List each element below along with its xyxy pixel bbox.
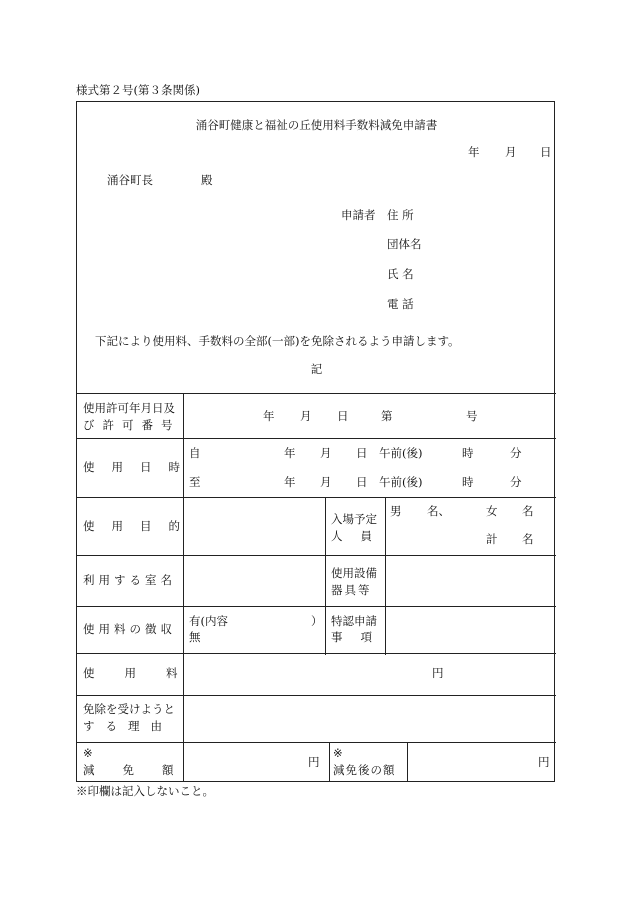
dates-label: 使用日時 xyxy=(83,460,197,474)
after-reduction-label: 減免後の額 xyxy=(333,763,396,777)
dates-from-year: 年 xyxy=(284,446,296,460)
attendance-total: 計 xyxy=(486,532,498,546)
purpose-label: 使用目的 xyxy=(83,519,197,533)
date-year: 年 xyxy=(468,145,480,159)
reason-label-line2: する理由 xyxy=(83,719,173,733)
fee-collection-no: 無 xyxy=(189,630,201,644)
permit-day: 日 xyxy=(337,409,349,423)
after-reduction-yen: 円 xyxy=(538,755,550,769)
dates-from-hour: 時 xyxy=(462,446,474,460)
attendance-male-unit: 名、 xyxy=(427,504,450,518)
applicant-organization-label: 団体名 xyxy=(387,237,422,251)
date-day: 日 xyxy=(540,145,552,159)
permit-year: 年 xyxy=(263,409,275,423)
fee-collection-yes: 有(内容 xyxy=(189,614,228,628)
reduction-mark: ※ xyxy=(83,746,93,760)
form-title: 涌谷町健康と福祉の丘使用料手数料減免申請書 xyxy=(195,118,438,132)
table-line xyxy=(325,497,326,655)
table-line xyxy=(77,555,556,556)
reduction-label: 減免額 xyxy=(83,763,202,777)
dates-to-hour: 時 xyxy=(462,475,474,489)
table-line xyxy=(329,742,330,782)
permit-go: 号 xyxy=(466,409,478,423)
dates-to-year: 年 xyxy=(284,475,296,489)
date-month: 月 xyxy=(505,145,517,159)
table-line xyxy=(77,438,556,439)
permit-dai: 第 xyxy=(381,409,393,423)
application-statement: 下記により使用料、手数料の全部(一部)を免除されるよう申請します。 xyxy=(95,334,460,348)
permit-month: 月 xyxy=(300,409,312,423)
applicant-phone-label: 電 話 xyxy=(387,297,414,311)
attendance-total-unit: 名 xyxy=(522,532,534,546)
dates-to-minute: 分 xyxy=(510,475,522,489)
fee-collection-close-paren: ） xyxy=(311,614,323,628)
applicant-address-label: 住 所 xyxy=(387,208,414,222)
special-label-line2: 事項 xyxy=(331,630,390,644)
equipment-label-line1: 使用設備 xyxy=(331,566,377,580)
dates-from-month: 月 xyxy=(320,446,332,460)
ki-label: 記 xyxy=(310,362,323,376)
table-line xyxy=(77,497,556,498)
table-line xyxy=(407,742,408,782)
table-line xyxy=(77,606,556,607)
dates-to-day: 日 xyxy=(356,475,368,489)
fee-collection-label: 使用料の徴収 xyxy=(83,622,176,636)
table-line xyxy=(183,393,184,782)
dates-from-day: 日 xyxy=(356,446,368,460)
attendance-female: 女 xyxy=(486,504,498,518)
special-label-line1: 特認申請 xyxy=(331,614,377,628)
permit-label-line1: 使用許可年月日及 xyxy=(83,401,175,415)
table-line xyxy=(77,653,556,654)
dates-to-month: 月 xyxy=(320,475,332,489)
fee-label: 使用料 xyxy=(83,666,208,680)
dates-to-ampm: 午前(後) xyxy=(379,475,423,489)
applicant-label: 申請者 xyxy=(341,208,376,222)
fee-yen: 円 xyxy=(432,666,444,680)
attendance-label-line2: 人員 xyxy=(331,529,390,543)
applicant-name-label: 氏 名 xyxy=(387,267,414,281)
form-number: 様式第２号(第３条関係) xyxy=(76,83,200,97)
reduction-yen: 円 xyxy=(308,755,320,769)
after-reduction-mark: ※ xyxy=(333,746,343,760)
table-line xyxy=(77,742,556,743)
reason-label-line1: 免除を受けようと xyxy=(83,702,175,716)
addressee-honorific: 殿 xyxy=(201,173,213,187)
dates-from: 自 xyxy=(189,446,201,460)
attendance-female-unit: 名 xyxy=(522,504,534,518)
dates-from-minute: 分 xyxy=(510,446,522,460)
application-form xyxy=(76,101,555,782)
table-line xyxy=(77,393,556,394)
attendance-male: 男 xyxy=(390,504,402,518)
permit-label-line2: び許可番号 xyxy=(83,418,181,432)
equipment-label-line2: 器具等 xyxy=(331,583,372,597)
dates-to: 至 xyxy=(189,475,201,489)
table-line xyxy=(77,695,556,696)
footnote: ※印欄は記入しないこと。 xyxy=(76,784,214,798)
addressee-name: 涌谷町長 xyxy=(107,173,153,187)
attendance-label-line1: 入場予定 xyxy=(331,512,377,526)
room-label: 利用する室名 xyxy=(83,573,176,587)
dates-from-ampm: 午前(後) xyxy=(379,446,423,460)
